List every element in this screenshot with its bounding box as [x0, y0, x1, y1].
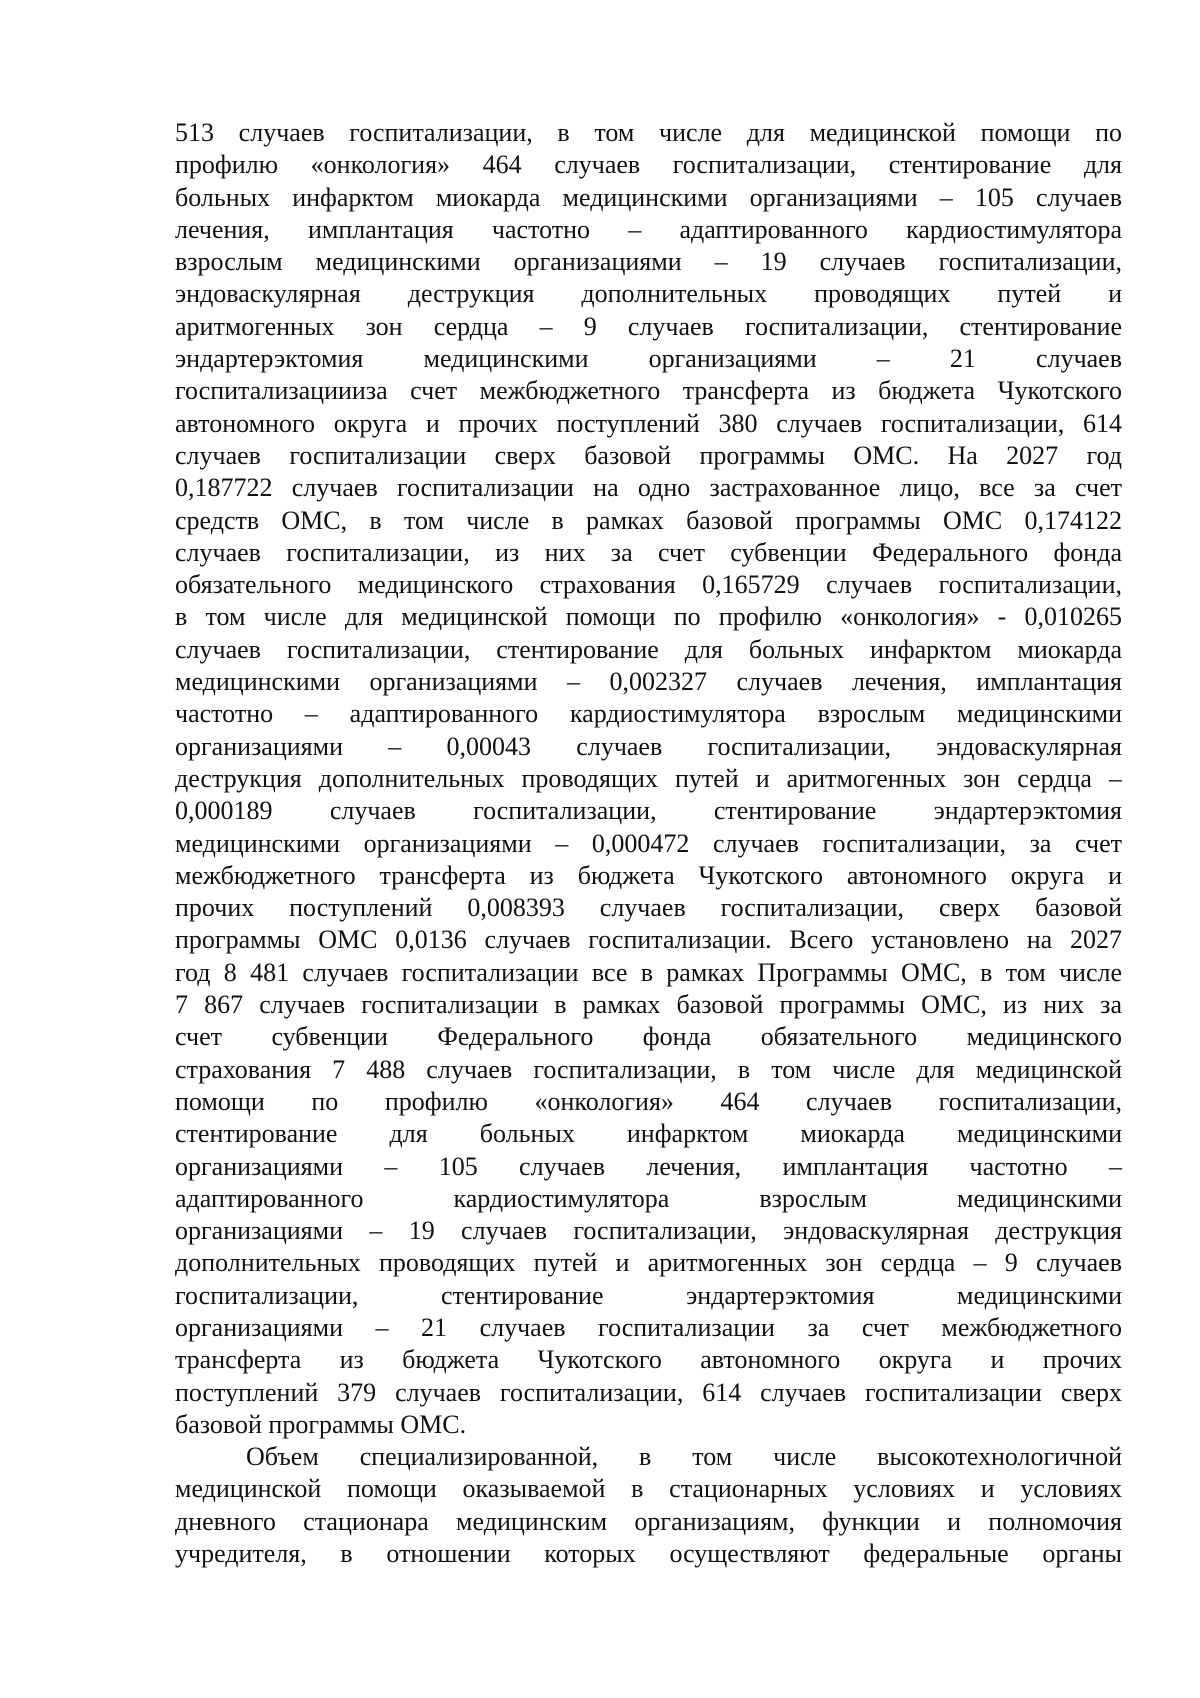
text-line: эндартерэктомия медицинскими организациями – 21 случаев	[175, 344, 1122, 374]
text-line: медицинскими организациями – 0,002327 случаев лечения, имплантация	[175, 667, 1122, 697]
text-line: эндоваскулярная деструкция дополнительных проводящих путей и	[175, 279, 1122, 309]
text-line: в том числе для медицинской помощи по профилю «онкология» - 0,010265	[175, 602, 1122, 632]
text-line: деструкция дополнительных проводящих путей и аритмогенных зон сердца –	[175, 763, 1122, 793]
text-line: госпитализации, стентирование эндартерэктомия медицинскими	[175, 1280, 1122, 1310]
text-line: взрослым медицинскими организациями – 19 случаев госпитализации,	[175, 247, 1122, 277]
text-line: организациями – 0,00043 случаев госпитализации, эндоваскулярная	[175, 731, 1122, 761]
text-line: прочих поступлений 0,008393 случаев госпитализации, сверх базовой	[175, 893, 1122, 923]
text-line: аритмогенных зон сердца – 9 случаев госпитализации, стентирование	[175, 311, 1122, 341]
text-line: учредителя, в отношении которых осуществляют федеральные органы	[175, 1539, 1122, 1569]
text-line: дневного стационара медицинским организациям, функции и полномочия	[175, 1506, 1122, 1536]
text-line: Объем специализированной, в том числе высокотехнологичной	[246, 1442, 1122, 1472]
text-line: средств ОМС, в том числе в рамках базовой программы ОМС 0,174122	[175, 505, 1122, 535]
text-line: страхования 7 488 случаев госпитализации, в том числе для медицинской	[175, 1054, 1122, 1084]
text-line: счет субвенции Федерального фонда обязательного медицинского	[175, 1022, 1122, 1052]
text-line: помощи по профилю «онкология» 464 случаев госпитализации,	[175, 1086, 1122, 1116]
body-text	[175, 117, 1122, 1570]
text-line: организациями – 21 случаев госпитализации за счет межбюджетного	[175, 1312, 1122, 1342]
text-line: адаптированного кардиостимулятора взрослым медицинскими	[175, 1183, 1122, 1213]
text-line: автономного округа и прочих поступлений 380 случаев госпитализации, 614	[175, 408, 1122, 438]
text-line: дополнительных проводящих путей и аритмогенных зон сердца – 9 случаев	[175, 1248, 1122, 1278]
text-line: 0,187722 случаев госпитализации на одно застрахованное лицо, все за счет	[175, 473, 1122, 503]
text-line: обязательного медицинского страхования 0,165729 случаев госпитализации,	[175, 570, 1122, 600]
text-line: стентирование для больных инфарктом миокарда медицинскими	[175, 1119, 1122, 1149]
text-line: организациями – 105 случаев лечения, имплантация частотно –	[175, 1151, 1122, 1181]
text-line: случаев госпитализации, стентирование для больных инфарктом миокарда	[175, 634, 1122, 664]
text-line: частотно – адаптированного кардиостимулятора взрослым медицинскими	[175, 699, 1122, 729]
text-line: случаев госпитализации, из них за счет субвенции Федерального фонда	[175, 537, 1122, 567]
text-line: трансферта из бюджета Чукотского автономного округа и прочих	[175, 1345, 1122, 1375]
text-line: 0,000189 случаев госпитализации, стентирование эндартерэктомия	[175, 796, 1122, 826]
paragraph-2	[175, 1441, 1122, 1570]
paragraph-1	[175, 117, 1122, 1441]
text-line: лечения, имплантация частотно – адаптированного кардиостимулятора	[175, 214, 1122, 244]
text-line: межбюджетного трансферта из бюджета Чукотского автономного округа и	[175, 860, 1122, 890]
text-line: больных инфарктом миокарда медицинскими организациями – 105 случаев	[175, 182, 1122, 212]
text-line: медицинскими организациями – 0,000472 случаев госпитализации, за счет	[175, 828, 1122, 858]
text-line: случаев госпитализации сверх базовой программы ОМС. На 2027 год	[175, 440, 1122, 470]
text-line: профилю «онкология» 464 случаев госпитализации, стентирование для	[175, 150, 1122, 180]
text-line: 513 случаев госпитализации, в том числе для медицинской помощи по	[175, 118, 1122, 147]
text-line: год 8 481 случаев госпитализации все в рамках Программы ОМС, в том числе	[175, 957, 1122, 987]
text-line: медицинской помощи оказываемой в стационарных условиях и условиях	[175, 1474, 1122, 1504]
text-line: 7 867 случаев госпитализации в рамках базовой программы ОМС, из них за	[175, 990, 1122, 1020]
text-line: поступлений 379 случаев госпитализации, 614 случаев госпитализации сверх	[175, 1377, 1122, 1407]
text-line: госпитализациииза счет межбюджетного трансферта из бюджета Чукотского	[175, 376, 1122, 406]
text-line: базовой программы ОМС.	[175, 1409, 467, 1439]
text-line: программы ОМС 0,0136 случаев госпитализации. Всего установлено на 2027	[175, 925, 1122, 955]
text-line: организациями – 19 случаев госпитализации, эндоваскулярная деструкция	[175, 1216, 1122, 1246]
